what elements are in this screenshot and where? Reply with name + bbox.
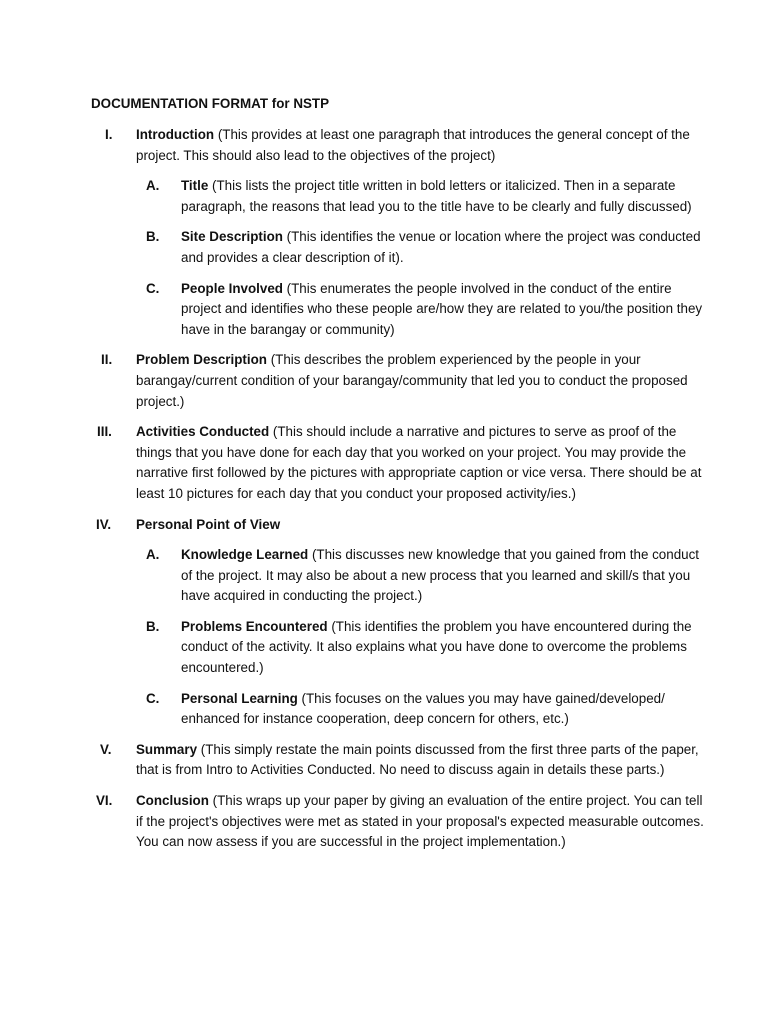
- subsection-term: Site Description: [181, 229, 283, 245]
- subsection-letter: C.: [146, 280, 160, 296]
- section-numeral: III.: [97, 424, 112, 440]
- subsection-text: (This lists the project title written in bold letters or italicized. Then in a separate paragraph, the reasons that lead you to the title have to be clearly and fully discussed): [181, 178, 692, 214]
- section-term: Activities Conducted: [136, 424, 270, 440]
- section-body: [136, 125, 708, 166]
- section-text: (This describes the problem experienced by the people in your barangay/current condition of your barangay/community that led you to conduct the proposed project.): [136, 352, 688, 409]
- document-title: DOCUMENTATION FORMAT for NSTP: [91, 96, 330, 111]
- subsection-list: [136, 545, 708, 730]
- section-term: Introduction: [136, 127, 215, 142]
- subsection-letter: B.: [146, 229, 160, 245]
- section-body: [136, 740, 708, 781]
- section-numeral: VI.: [96, 793, 113, 809]
- subsection-personal-learning: [136, 689, 708, 730]
- subsection-term: Personal Learning: [181, 690, 298, 706]
- subsection-letter: A.: [146, 178, 160, 194]
- section-term: Summary: [136, 741, 198, 757]
- subsection-letter: C.: [146, 690, 160, 706]
- subsection-term: People Involved: [181, 280, 283, 296]
- subsection-problems-encountered: [136, 617, 708, 679]
- subsection-text: (This identifies the problem you have encountered during the conduct of the activity. It also explains what you have done to overcome the problems encountered.): [181, 618, 692, 676]
- section-body: [136, 515, 708, 536]
- section-numeral: IV.: [96, 516, 112, 532]
- section-conclusion: [91, 791, 708, 853]
- subsection-text: (This discusses new knowledge that you gained from the conduct of the project. It may also be about a new process that you learned and skill/s that you have acquired in conducting the project.): [181, 547, 700, 604]
- section-body: [136, 791, 708, 853]
- subsection-site-description: [136, 227, 708, 268]
- subsection-term: Knowledge Learned: [181, 547, 309, 563]
- section-personal-point-of-view: [91, 515, 708, 730]
- section-numeral: V.: [100, 741, 112, 757]
- section-numeral: I.: [105, 127, 113, 142]
- subsection-letter: A.: [146, 547, 160, 563]
- section-text: (This wraps up your paper by giving an evaluation of the entire project. You can tell if the project's objectives were met as stated in your proposal's expected measurable outcomes. You can now assess if you are successful in the project implementation.): [136, 793, 704, 850]
- section-numeral: II.: [101, 352, 113, 368]
- section-term: Problem Description: [136, 352, 267, 368]
- subsection-text: (This identifies the venue or location where the project was conducted and provides a clear description of it).: [181, 229, 701, 265]
- subsection-people-involved: [136, 279, 708, 341]
- section-summary: [91, 740, 708, 781]
- section-text: (This should include a narrative and pictures to serve as proof of the things that you have done for each day that you worked on your project. You may provide the narrative first followed by the pictures with appropriate caption or vice versa. There should be at least 10 pictures for each day that you conduct your proposed activity/ies.): [136, 424, 702, 501]
- section-text: (This simply restate the main points discussed from the first three parts of the paper, that is from Intro to Activities Conducted. No need to discuss again in details these parts.): [136, 741, 699, 778]
- subsection-text: (This enumerates the people involved in the conduct of the entire project and identifies who these people are/how they are related to you/the position they have in the barangay or community): [181, 280, 703, 337]
- subsection-term: Title: [181, 178, 209, 194]
- subsection-letter: B.: [146, 618, 160, 634]
- section-term: Conclusion: [136, 793, 209, 809]
- section-body: [136, 422, 708, 504]
- section-problem-description: [91, 350, 708, 412]
- subsection-title: [136, 176, 708, 217]
- section-text: (This provides at least one paragraph that introduces the general concept of the project. This should also lead to the objectives of the project): [136, 127, 690, 163]
- subsection-list: [136, 176, 708, 340]
- section-body: [136, 350, 708, 412]
- section-activities-conducted: [91, 422, 708, 504]
- section-introduction: [91, 125, 708, 340]
- section-term: Personal Point of View: [136, 516, 281, 532]
- subsection-text: (This focuses on the values you may have gained/developed/ enhanced for instance cooperation, deep concern for others, etc.): [181, 690, 665, 727]
- subsection-term: Problems Encountered: [181, 618, 328, 634]
- subsection-knowledge-learned: [136, 545, 708, 607]
